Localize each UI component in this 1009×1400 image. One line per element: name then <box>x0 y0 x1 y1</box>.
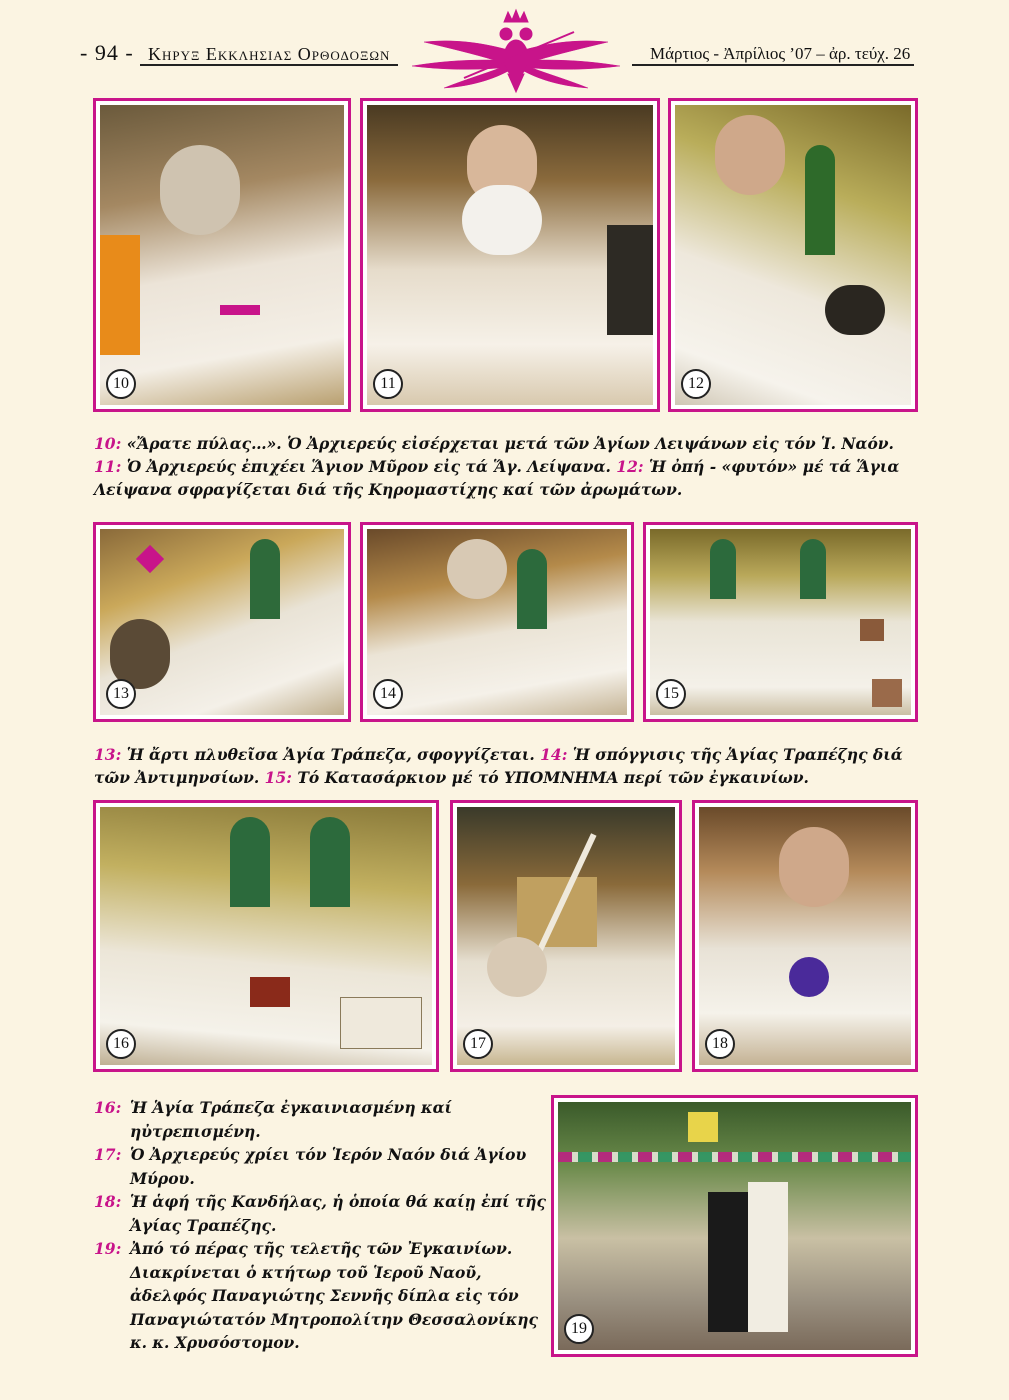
caption-text: Ὁ Ἀρχιερεύς ἐπιχέει Ἅγιον Μῦρον εἰς τά Ἅγ. Λείψανα. <box>121 457 611 476</box>
photo-number-badge: 10 <box>106 369 136 399</box>
photo-10-image <box>100 105 344 405</box>
caption-number: 18: <box>94 1192 122 1211</box>
caption-text: Ἡ ἁφή τῆς Κανδήλας, ἡ ὁποία θά καίῃ ἐπί τῆς Ἁγίας Τραπέζης. <box>130 1192 546 1235</box>
caption-number: 16: <box>94 1098 122 1117</box>
running-title: Κηρυξ Εκκλησιας Ορθοδοξων <box>148 44 391 64</box>
list-item <box>94 1190 546 1237</box>
photo-13-image <box>100 529 344 715</box>
caption-text: Τό Κατασάρκιον μέ τό ΥΠΟΜΝΗΜΑ περί τῶν ἐγκαινίων. <box>291 768 809 787</box>
photo-11 <box>360 98 660 412</box>
double-headed-eagle-emblem <box>404 8 628 94</box>
photo-15 <box>643 522 918 722</box>
caption-list <box>94 1096 546 1355</box>
photo-16-image <box>100 807 432 1065</box>
page-number: - 94 - <box>80 40 134 65</box>
photo-12-image <box>675 105 911 405</box>
photo-11-image <box>367 105 653 405</box>
caption-number: 14: <box>540 745 568 764</box>
caption-number: 11: <box>94 457 122 476</box>
photo-17-image <box>457 807 675 1065</box>
photo-number-badge: 11 <box>373 369 403 399</box>
photo-14 <box>360 522 634 722</box>
caption-text: Ἡ σπόγγισις τῆς Ἁγίας Τραπέζης διά τῶν Ἀντιμηνσίων. <box>94 745 903 787</box>
caption-number: 13: <box>94 745 122 764</box>
list-item <box>94 1237 546 1355</box>
caption-text: Ἀπό τό πέρας τῆς τελετῆς τῶν Ἐγκαινίων. Διακρίνεται ὁ κτήτωρ τοῦ Ἱεροῦ Ναοῦ, ἀδελφός Παναγιώτης Σεννῆς δίπλα εἰς τόν Παναγιώτατόν Μητροπολίτην Θεσσαλονίκης κ. κ. Χρυσόστομον. <box>130 1239 538 1352</box>
caption-number: 19: <box>94 1239 122 1258</box>
caption-row-2 <box>94 743 924 789</box>
photo-number-badge: 18 <box>705 1029 735 1059</box>
caption-text: «Ἄρατε πύλας…». Ὁ Ἀρχιερεύς εἰσέρχεται μετά τῶν Ἁγίων Λειψάνων εἰς τόν Ἱ. Ναόν. <box>121 434 894 453</box>
photo-15-image <box>650 529 911 715</box>
caption-text: Ἡ ἄρτι πλυθεῖσα Ἁγία Τράπεζα, σφογγίζεται. <box>121 745 535 764</box>
photo-18 <box>692 800 918 1072</box>
caption-number: 10: <box>94 434 122 453</box>
caption-text: Ὁ Ἀρχιερεύς χρίει τόν Ἱερόν Ναόν διά Ἁγίου Μύρου. <box>130 1145 527 1188</box>
caption-number: 12: <box>616 457 644 476</box>
photo-number-badge: 13 <box>106 679 136 709</box>
photo-number-badge: 17 <box>463 1029 493 1059</box>
list-item <box>94 1143 546 1190</box>
photo-10 <box>93 98 351 412</box>
issue-info: Μάρτιος - Ἀπρίλιος ’07 – ἀρ. τεύχ. 26 <box>650 44 911 63</box>
photo-number-badge: 14 <box>373 679 403 709</box>
photo-17 <box>450 800 682 1072</box>
header-rule-right <box>632 64 914 66</box>
photo-14-image <box>367 529 627 715</box>
photo-19-image <box>558 1102 911 1350</box>
caption-text: Ἡ Ἁγία Τράπεζα ἐγκαινιασμένη καί ηὐτρεπισμένη. <box>130 1098 453 1141</box>
caption-text: Ἡ ὀπή - «φυτόν» μέ τά Ἅγια Λείψανα σφραγίζεται διά τῆς Κηρομαστίχης καί τῶν ἀρωμάτων. <box>94 457 900 499</box>
photo-number-badge: 15 <box>656 679 686 709</box>
photo-number-badge: 16 <box>106 1029 136 1059</box>
photo-12 <box>668 98 918 412</box>
photo-18-image <box>699 807 911 1065</box>
caption-number: 15: <box>264 768 292 787</box>
photo-13 <box>93 522 351 722</box>
photo-16 <box>93 800 439 1072</box>
photo-19 <box>551 1095 918 1357</box>
photo-number-badge: 12 <box>681 369 711 399</box>
caption-row-1 <box>94 432 924 501</box>
header-rule-left <box>140 64 398 66</box>
photo-number-badge: 19 <box>564 1314 594 1344</box>
caption-number: 17: <box>94 1145 122 1164</box>
list-item <box>94 1096 546 1143</box>
